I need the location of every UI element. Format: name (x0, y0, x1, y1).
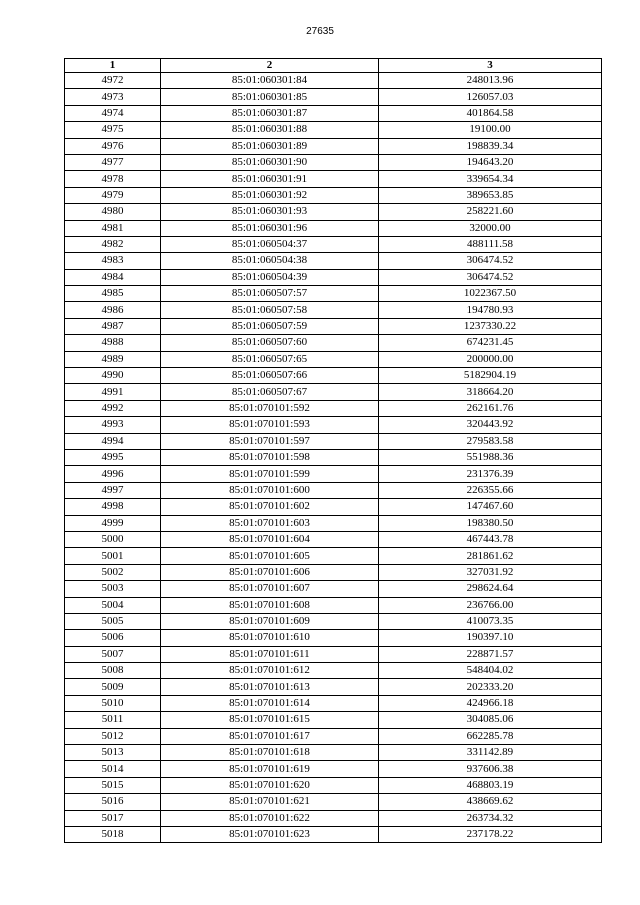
table-row (65, 417, 602, 433)
value-cell: 231376.39 (379, 466, 602, 482)
value-cell: 467443.78 (379, 531, 602, 547)
table-row (65, 777, 602, 793)
table-row (65, 810, 602, 826)
table-row (65, 679, 602, 695)
table-row (65, 515, 602, 531)
value-cell: 258221.60 (379, 204, 602, 220)
table-row (65, 122, 602, 138)
row-number-cell: 4977 (65, 154, 161, 170)
value-cell: 279583.58 (379, 433, 602, 449)
cadastral-number-cell: 85:01:070101:606 (161, 564, 379, 580)
cadastral-number-cell: 85:01:070101:610 (161, 630, 379, 646)
value-cell: 306474.52 (379, 253, 602, 269)
table-row (65, 613, 602, 629)
value-cell: 424966.18 (379, 695, 602, 711)
table-row (65, 187, 602, 203)
data-table (64, 58, 602, 843)
table-row (65, 548, 602, 564)
table-row (65, 286, 602, 302)
table-row (65, 105, 602, 121)
value-cell: 674231.45 (379, 335, 602, 351)
table-row (65, 269, 602, 285)
value-cell: 194643.20 (379, 154, 602, 170)
table-row (65, 384, 602, 400)
row-number-cell: 5005 (65, 613, 161, 629)
table-row (65, 728, 602, 744)
row-number-cell: 5000 (65, 531, 161, 547)
cadastral-number-cell: 85:01:060504:37 (161, 236, 379, 252)
row-number-cell: 4973 (65, 89, 161, 105)
table-row (65, 171, 602, 187)
value-cell: 248013.96 (379, 73, 602, 89)
cadastral-number-cell: 85:01:070101:621 (161, 794, 379, 810)
row-number-cell: 5004 (65, 597, 161, 613)
table-row (65, 466, 602, 482)
row-number-cell: 5009 (65, 679, 161, 695)
row-number-cell: 4983 (65, 253, 161, 269)
table-row (65, 581, 602, 597)
table-row (65, 663, 602, 679)
row-number-cell: 5013 (65, 745, 161, 761)
cadastral-number-cell: 85:01:070101:603 (161, 515, 379, 531)
value-cell: 190397.10 (379, 630, 602, 646)
value-cell: 281861.62 (379, 548, 602, 564)
row-number-cell: 5008 (65, 663, 161, 679)
table-row (65, 351, 602, 367)
cadastral-number-cell: 85:01:060507:66 (161, 368, 379, 384)
row-number-cell: 4980 (65, 204, 161, 220)
value-cell: 237178.22 (379, 826, 602, 842)
value-cell: 1022367.50 (379, 286, 602, 302)
row-number-cell: 4972 (65, 73, 161, 89)
cadastral-number-cell: 85:01:060301:93 (161, 204, 379, 220)
table-row (65, 433, 602, 449)
table-row (65, 400, 602, 416)
cadastral-number-cell: 85:01:070101:617 (161, 728, 379, 744)
value-cell: 202333.20 (379, 679, 602, 695)
row-number-cell: 4995 (65, 449, 161, 465)
cadastral-number-cell: 85:01:070101:592 (161, 400, 379, 416)
value-cell: 194780.93 (379, 302, 602, 318)
table-row (65, 761, 602, 777)
value-cell: 548404.02 (379, 663, 602, 679)
table-row (65, 204, 602, 220)
value-cell: 662285.78 (379, 728, 602, 744)
value-cell: 126057.03 (379, 89, 602, 105)
value-cell: 236766.00 (379, 597, 602, 613)
row-number-cell: 4990 (65, 368, 161, 384)
value-cell: 147467.60 (379, 499, 602, 515)
cadastral-number-cell: 85:01:070101:607 (161, 581, 379, 597)
value-cell: 226355.66 (379, 482, 602, 498)
row-number-cell: 5017 (65, 810, 161, 826)
value-cell: 410073.35 (379, 613, 602, 629)
row-number-cell: 5012 (65, 728, 161, 744)
row-number-cell: 4978 (65, 171, 161, 187)
table-row (65, 646, 602, 662)
row-number-cell: 5010 (65, 695, 161, 711)
cadastral-number-cell: 85:01:070101:620 (161, 777, 379, 793)
cadastral-number-cell: 85:01:070101:611 (161, 646, 379, 662)
row-number-cell: 4981 (65, 220, 161, 236)
cadastral-number-cell: 85:01:070101:598 (161, 449, 379, 465)
row-number-cell: 4993 (65, 417, 161, 433)
row-number-cell: 5002 (65, 564, 161, 580)
cadastral-number-cell: 85:01:060507:57 (161, 286, 379, 302)
table-row (65, 531, 602, 547)
value-cell: 200000.00 (379, 351, 602, 367)
cadastral-number-cell: 85:01:070101:605 (161, 548, 379, 564)
row-number-cell: 4976 (65, 138, 161, 154)
cadastral-number-cell: 85:01:070101:593 (161, 417, 379, 433)
table-row (65, 597, 602, 613)
cadastral-number-cell: 85:01:060507:65 (161, 351, 379, 367)
value-cell: 389653.85 (379, 187, 602, 203)
table-row (65, 89, 602, 105)
cadastral-number-cell: 85:01:070101:600 (161, 482, 379, 498)
row-number-cell: 4996 (65, 466, 161, 482)
table-row (65, 449, 602, 465)
value-cell: 488111.58 (379, 236, 602, 252)
row-number-cell: 4998 (65, 499, 161, 515)
cadastral-number-cell: 85:01:060507:58 (161, 302, 379, 318)
cadastral-number-cell: 85:01:070101:622 (161, 810, 379, 826)
table-row (65, 630, 602, 646)
table-row (65, 826, 602, 842)
cadastral-number-cell: 85:01:060301:91 (161, 171, 379, 187)
row-number-cell: 4988 (65, 335, 161, 351)
table-row (65, 302, 602, 318)
table-row (65, 695, 602, 711)
cadastral-number-cell: 85:01:060507:67 (161, 384, 379, 400)
row-number-cell: 4992 (65, 400, 161, 416)
cadastral-number-cell: 85:01:070101:613 (161, 679, 379, 695)
value-cell: 331142.89 (379, 745, 602, 761)
row-number-cell: 5006 (65, 630, 161, 646)
table-row (65, 335, 602, 351)
cadastral-number-cell: 85:01:070101:608 (161, 597, 379, 613)
table-row (65, 712, 602, 728)
value-cell: 304085.06 (379, 712, 602, 728)
cadastral-number-cell: 85:01:060301:87 (161, 105, 379, 121)
value-cell: 306474.52 (379, 269, 602, 285)
value-cell: 263734.32 (379, 810, 602, 826)
cadastral-number-cell: 85:01:060507:59 (161, 318, 379, 334)
cadastral-number-cell: 85:01:060301:84 (161, 73, 379, 89)
row-number-cell: 5001 (65, 548, 161, 564)
value-cell: 339654.34 (379, 171, 602, 187)
row-number-cell: 5016 (65, 794, 161, 810)
value-cell: 318664.20 (379, 384, 602, 400)
table-body (65, 73, 602, 843)
row-number-cell: 4999 (65, 515, 161, 531)
row-number-cell: 5011 (65, 712, 161, 728)
row-number-cell: 5014 (65, 761, 161, 777)
cadastral-number-cell: 85:01:060507:60 (161, 335, 379, 351)
value-cell: 298624.64 (379, 581, 602, 597)
cadastral-number-cell: 85:01:070101:615 (161, 712, 379, 728)
cadastral-number-cell: 85:01:070101:614 (161, 695, 379, 711)
column-header-1: 1 (65, 59, 161, 73)
column-header-3: 3 (379, 59, 602, 73)
row-number-cell: 5015 (65, 777, 161, 793)
table-row (65, 794, 602, 810)
table-row (65, 482, 602, 498)
row-number-cell: 5003 (65, 581, 161, 597)
cadastral-number-cell: 85:01:070101:623 (161, 826, 379, 842)
cadastral-number-cell: 85:01:060301:88 (161, 122, 379, 138)
row-number-cell: 4986 (65, 302, 161, 318)
value-cell: 551988.36 (379, 449, 602, 465)
value-cell: 32000.00 (379, 220, 602, 236)
value-cell: 5182904.19 (379, 368, 602, 384)
value-cell: 327031.92 (379, 564, 602, 580)
cadastral-number-cell: 85:01:070101:618 (161, 745, 379, 761)
table-row (65, 154, 602, 170)
cadastral-number-cell: 85:01:070101:604 (161, 531, 379, 547)
row-number-cell: 4997 (65, 482, 161, 498)
value-cell: 1237330.22 (379, 318, 602, 334)
cadastral-number-cell: 85:01:070101:602 (161, 499, 379, 515)
row-number-cell: 4974 (65, 105, 161, 121)
cadastral-number-cell: 85:01:070101:597 (161, 433, 379, 449)
page-number: 27635 (306, 26, 334, 37)
value-cell: 401864.58 (379, 105, 602, 121)
row-number-cell: 4989 (65, 351, 161, 367)
value-cell: 320443.92 (379, 417, 602, 433)
value-cell: 468803.19 (379, 777, 602, 793)
table-row (65, 499, 602, 515)
row-number-cell: 4984 (65, 269, 161, 285)
row-number-cell: 5007 (65, 646, 161, 662)
row-number-cell: 4991 (65, 384, 161, 400)
cadastral-number-cell: 85:01:070101:609 (161, 613, 379, 629)
cadastral-number-cell: 85:01:060504:39 (161, 269, 379, 285)
cadastral-number-cell: 85:01:060301:90 (161, 154, 379, 170)
row-number-cell: 4994 (65, 433, 161, 449)
row-number-cell: 4987 (65, 318, 161, 334)
table-row (65, 253, 602, 269)
row-number-cell: 4982 (65, 236, 161, 252)
table-row (65, 745, 602, 761)
value-cell: 228871.57 (379, 646, 602, 662)
cadastral-number-cell: 85:01:060301:92 (161, 187, 379, 203)
cadastral-number-cell: 85:01:070101:619 (161, 761, 379, 777)
row-number-cell: 4979 (65, 187, 161, 203)
cadastral-number-cell: 85:01:060301:89 (161, 138, 379, 154)
table-row (65, 138, 602, 154)
cadastral-number-cell: 85:01:060301:85 (161, 89, 379, 105)
table-row (65, 564, 602, 580)
value-cell: 19100.00 (379, 122, 602, 138)
cadastral-number-cell: 85:01:060301:96 (161, 220, 379, 236)
table-row (65, 73, 602, 89)
value-cell: 438669.62 (379, 794, 602, 810)
cadastral-number-cell: 85:01:060504:38 (161, 253, 379, 269)
table-header (65, 59, 602, 73)
column-header-2: 2 (161, 59, 379, 73)
row-number-cell: 4985 (65, 286, 161, 302)
table-row (65, 318, 602, 334)
cadastral-number-cell: 85:01:070101:599 (161, 466, 379, 482)
value-cell: 198839.34 (379, 138, 602, 154)
cadastral-number-cell: 85:01:070101:612 (161, 663, 379, 679)
table-header-row (65, 59, 602, 73)
value-cell: 198380.50 (379, 515, 602, 531)
table-row (65, 368, 602, 384)
table-row (65, 220, 602, 236)
value-cell: 262161.76 (379, 400, 602, 416)
table-row (65, 236, 602, 252)
value-cell: 937606.38 (379, 761, 602, 777)
row-number-cell: 4975 (65, 122, 161, 138)
row-number-cell: 5018 (65, 826, 161, 842)
